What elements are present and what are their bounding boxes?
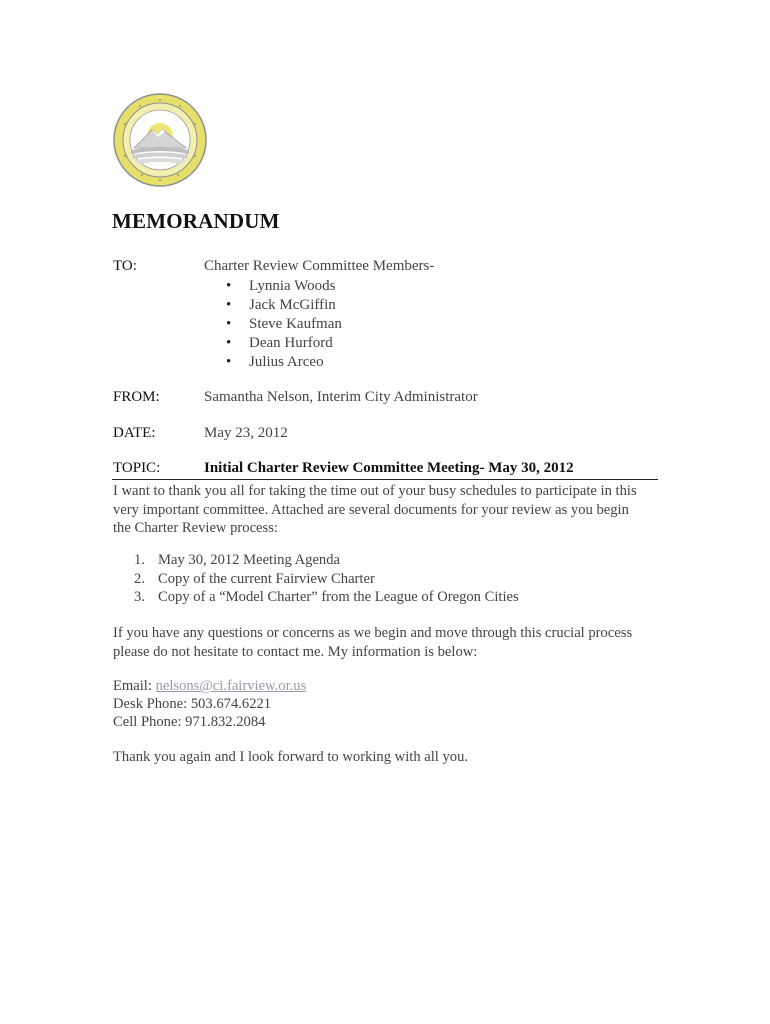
member-name: Julius Arceo — [249, 354, 324, 370]
committee-members-list — [224, 277, 342, 372]
member-name: Jack McGiffin — [249, 297, 336, 313]
to-label: TO: — [113, 258, 137, 274]
to-value: Charter Review Committee Members- — [204, 258, 435, 274]
paragraph-line: very important committee. Attached are several documents for your review as you begin — [113, 501, 629, 518]
email-link[interactable]: nelsons@ci.fairview.or.us — [155, 678, 307, 694]
questions-paragraph — [113, 624, 663, 661]
intro-paragraph — [113, 482, 663, 538]
closing-line: Thank you again and I look forward to working with all you. — [113, 749, 469, 765]
paragraph-line: If you have any questions or concerns as we begin and move through this crucial process — [113, 625, 633, 641]
desk-phone: Desk Phone: 503.674.6221 — [113, 696, 272, 712]
list-number: 1. — [134, 552, 145, 568]
city-seal-logo — [112, 92, 208, 188]
list-item — [134, 551, 519, 570]
documents-list — [134, 551, 519, 607]
document-title: May 30, 2012 Meeting Agenda — [158, 552, 340, 568]
email-label: Email: — [113, 678, 156, 694]
list-item — [224, 277, 342, 296]
list-item — [134, 588, 519, 607]
from-value: Samantha Nelson, Interim City Administrator — [204, 389, 478, 405]
list-item — [134, 570, 519, 589]
date-label: DATE: — [113, 425, 156, 441]
list-number: 2. — [134, 570, 145, 587]
date-value: May 23, 2012 — [204, 425, 288, 441]
list-number: 3. — [134, 589, 145, 605]
bullet-icon: • — [226, 278, 232, 294]
paragraph-line: please do not hesitate to contact me. My information is below: — [113, 643, 478, 660]
topic-value: Initial Charter Review Committee Meeting- May 30, 2012 — [204, 460, 574, 476]
memo-title: MEMORANDUM — [112, 209, 280, 233]
member-name: Lynnia Woods — [249, 278, 336, 294]
bullet-icon: • — [226, 354, 232, 370]
document-title: Copy of a “Model Charter” from the League of Oregon Cities — [158, 589, 519, 605]
bullet-icon: • — [226, 297, 232, 313]
email-line — [113, 678, 306, 695]
topic-label: TOPIC: — [113, 460, 161, 476]
bullet-icon: • — [226, 316, 232, 332]
document-title: Copy of the current Fairview Charter — [158, 570, 375, 587]
paragraph-line: the Charter Review process: — [113, 520, 278, 536]
member-name: Steve Kaufman — [249, 316, 342, 332]
paragraph-line: I want to thank you all for taking the time out of your busy schedules to participate in this — [113, 483, 637, 499]
member-name: Dean Hurford — [249, 335, 333, 351]
list-item — [224, 353, 342, 372]
list-item — [224, 315, 342, 334]
from-label: FROM: — [113, 389, 160, 405]
list-item — [224, 334, 342, 353]
topic-divider — [112, 479, 658, 480]
list-item — [224, 296, 342, 315]
cell-phone: Cell Phone: 971.832.2084 — [113, 714, 266, 730]
bullet-icon: • — [226, 335, 232, 351]
